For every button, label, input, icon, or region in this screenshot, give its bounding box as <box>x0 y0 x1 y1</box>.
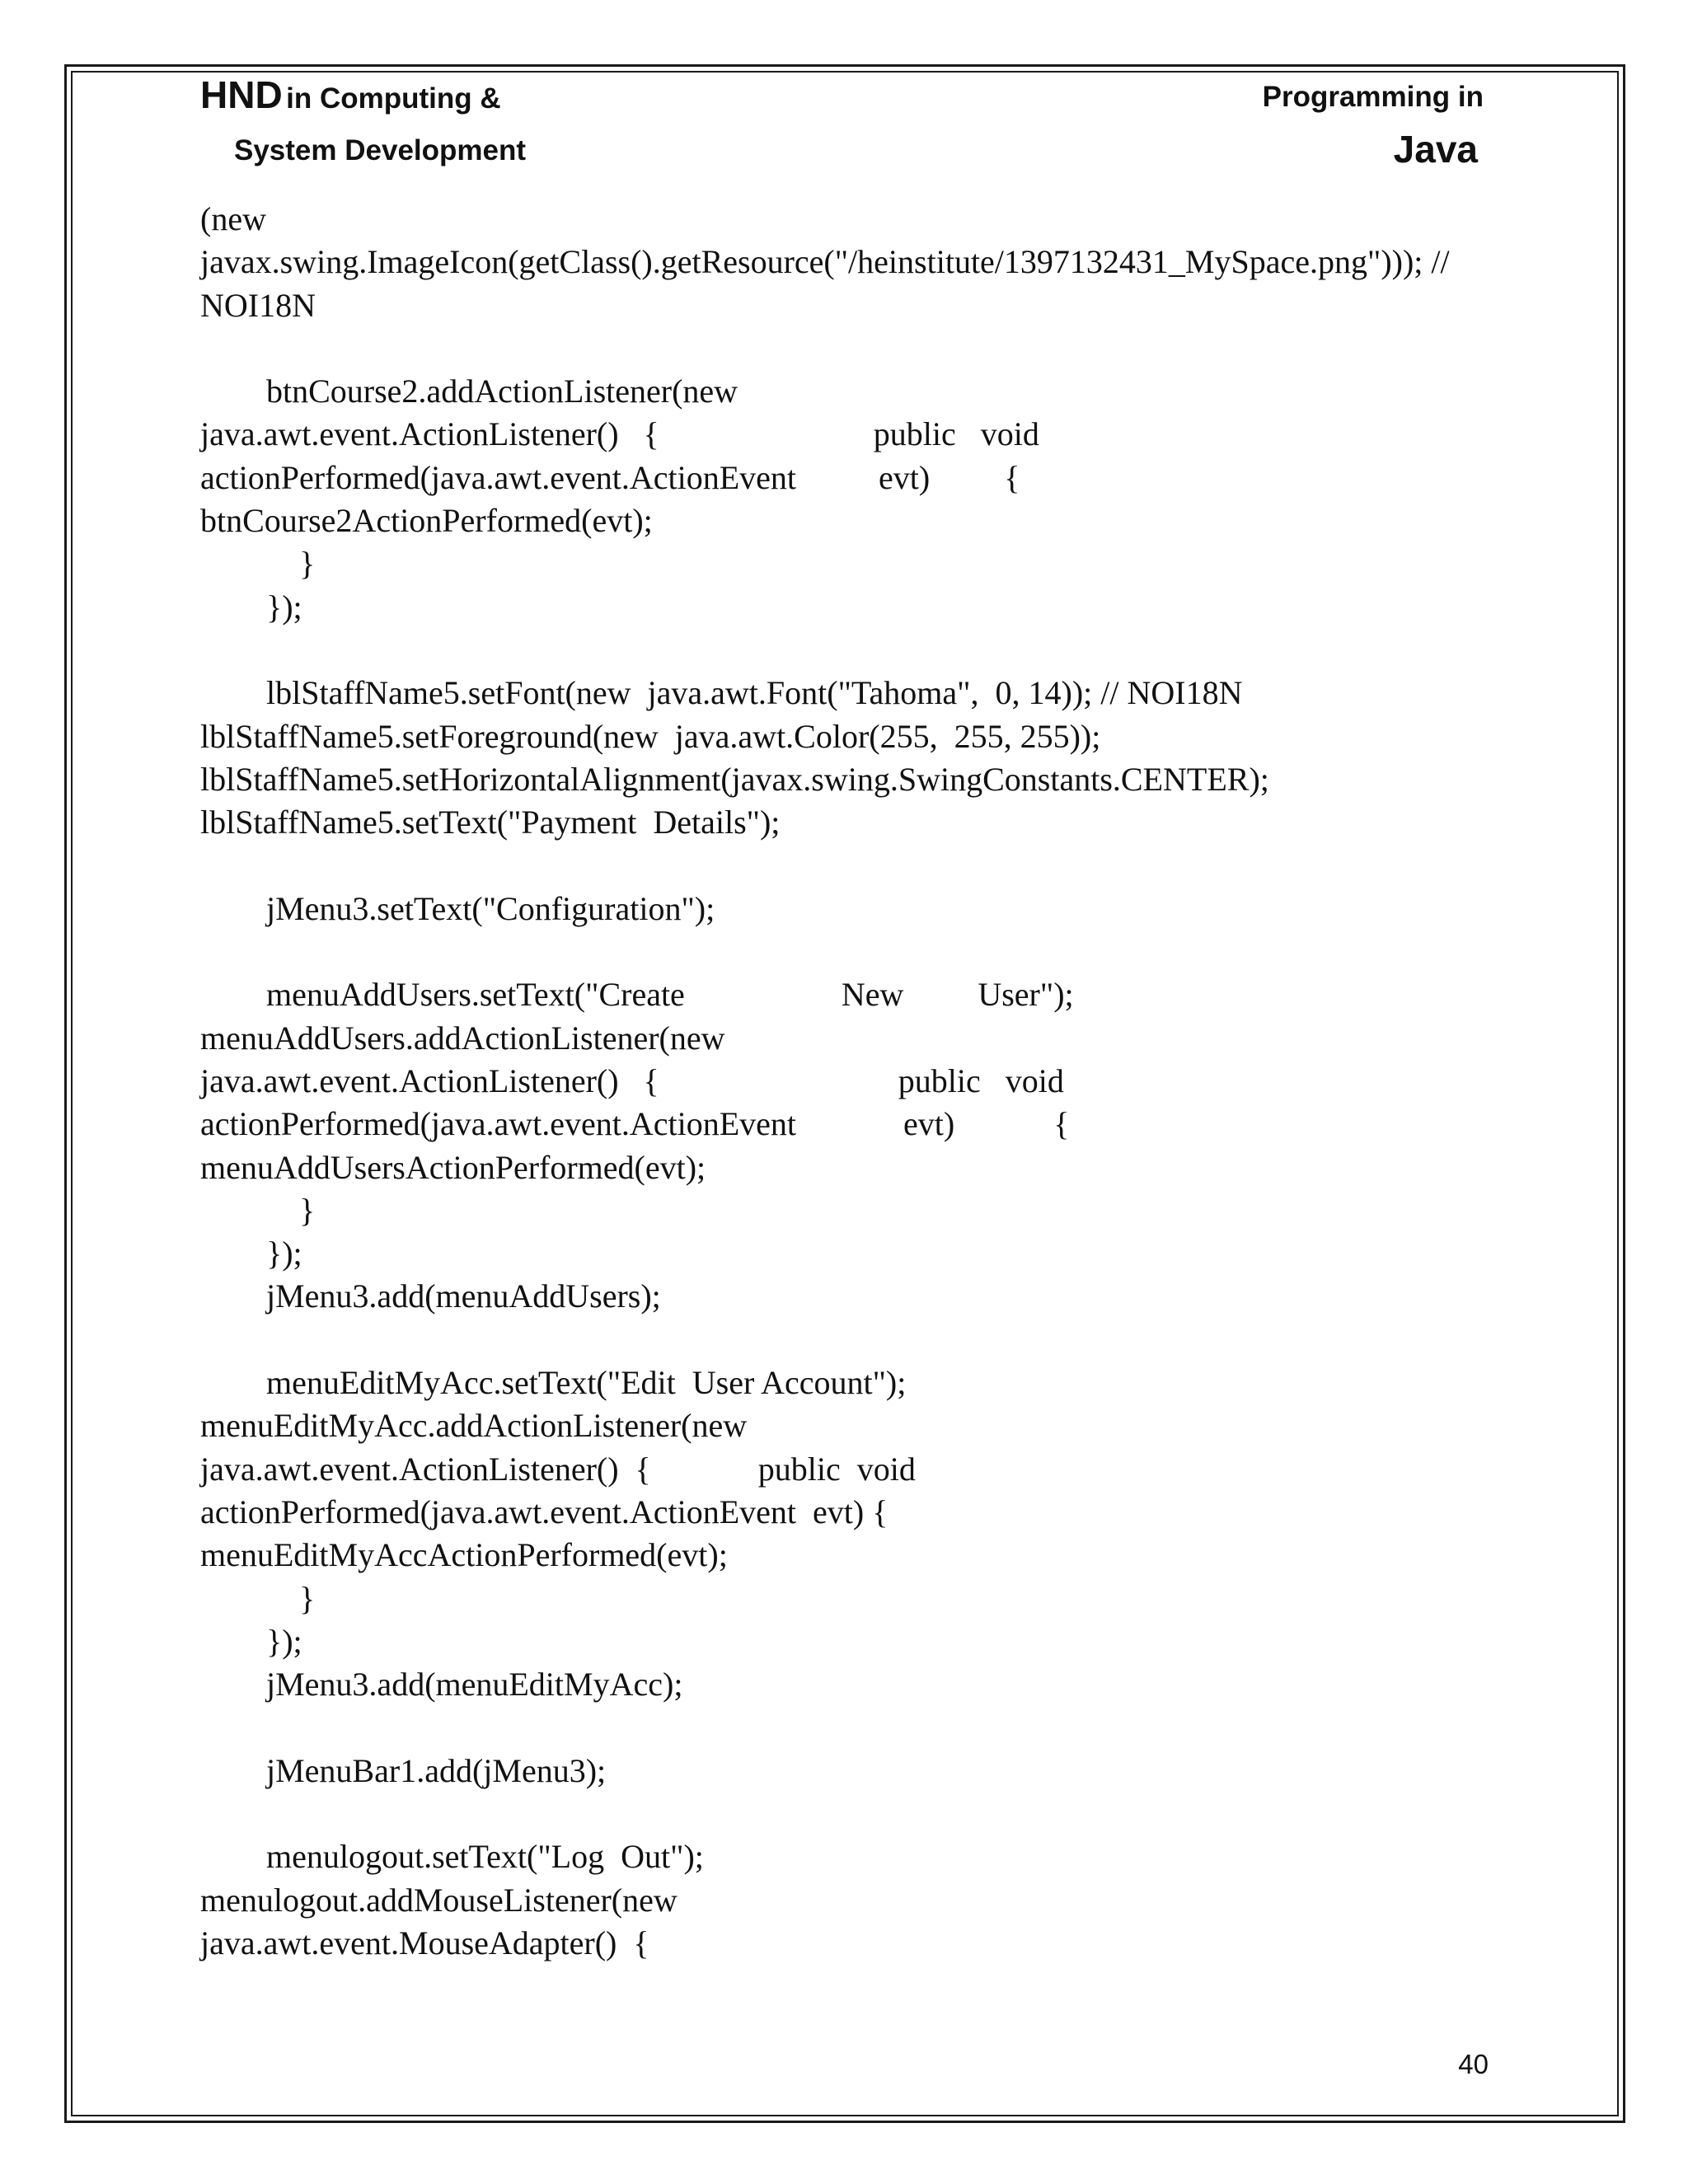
code-line: menuAddUsers.addActionListener(new <box>200 1019 725 1057</box>
code-line: } <box>200 1579 316 1617</box>
code-line: actionPerformed(java.awt.event.ActionEvent evt) { <box>200 458 1020 496</box>
code-line: java.awt.event.ActionListener() { public void <box>200 1450 916 1488</box>
code-line: menuAddUsersActionPerformed(evt); <box>200 1148 706 1186</box>
code-line: } <box>200 545 316 583</box>
code-line: actionPerformed(java.awt.event.ActionEvent evt) { <box>200 1105 1070 1143</box>
code-line: jMenu3.setText("Configuration"); <box>200 889 715 927</box>
header-course: in Computing & <box>286 82 501 115</box>
code-line: btnCourse2.addActionListener(new <box>200 373 738 410</box>
header-right-line2: Java <box>1393 128 1478 171</box>
code-line: java.awt.event.ActionListener() { public void <box>200 415 1039 453</box>
code-line: (new <box>200 200 266 237</box>
code-line: java.awt.event.ActionListener() { public void <box>200 1062 1064 1099</box>
code-line: java.awt.event.MouseAdapter() { <box>200 1924 649 1961</box>
code-line: } <box>200 1191 316 1229</box>
code-line: jMenuBar1.add(jMenu3); <box>200 1751 607 1789</box>
code-line: }); <box>200 588 302 626</box>
code-line: menuEditMyAccActionPerformed(evt); <box>200 1536 728 1574</box>
code-listing <box>200 198 1486 1965</box>
code-line: }); <box>200 1235 302 1272</box>
code-line: actionPerformed(java.awt.event.ActionEvent evt) { <box>200 1493 889 1530</box>
code-line: }); <box>200 1622 302 1660</box>
code-line <box>200 1706 1486 1749</box>
code-line: javax.swing.ImageIcon(getClass().getResource("/heinstitute/1397132431_MySpace.png"))); // <box>200 243 1450 281</box>
code-line <box>200 930 1486 973</box>
code-line: btnCourse2ActionPerformed(evt); <box>200 502 653 540</box>
code-line <box>200 327 1486 370</box>
code-line: menulogout.addMouseListener(new <box>200 1881 678 1919</box>
code-line: NOI18N <box>200 286 316 324</box>
code-line <box>200 844 1486 887</box>
page-number: 40 <box>1458 2049 1489 2079</box>
code-line: menuEditMyAcc.addActionListener(new <box>200 1407 748 1445</box>
code-line <box>200 1319 1486 1361</box>
code-line: lblStaffName5.setText("Payment Details"); <box>200 804 781 841</box>
code-line: lblStaffName5.setForeground(new java.awt.Color(255, 255, 255)); <box>200 717 1101 755</box>
code-line: lblStaffName5.setHorizontalAlignment(javax.swing.SwingConstants.CENTER); <box>200 760 1269 798</box>
code-line: lblStaffName5.setFont(new java.awt.Font("Tahoma", 0, 14)); // NOI18N <box>200 674 1243 712</box>
code-line: jMenu3.add(menuAddUsers); <box>200 1277 661 1315</box>
header-left-line2: System Development <box>234 134 527 166</box>
code-line: menulogout.setText("Log Out"); <box>200 1838 704 1876</box>
code-line: menuAddUsers.setText("Create New User"); <box>200 976 1074 1014</box>
code-line <box>200 629 1486 672</box>
header-hnd: HND <box>200 73 283 116</box>
code-line: jMenu3.add(menuEditMyAcc); <box>200 1666 683 1704</box>
header-left-line1 <box>200 73 501 117</box>
code-line: menuEditMyAcc.setText("Edit User Account"); <box>200 1364 907 1402</box>
header-right-line1: Programming in <box>1262 81 1484 113</box>
code-line <box>200 1793 1486 1835</box>
